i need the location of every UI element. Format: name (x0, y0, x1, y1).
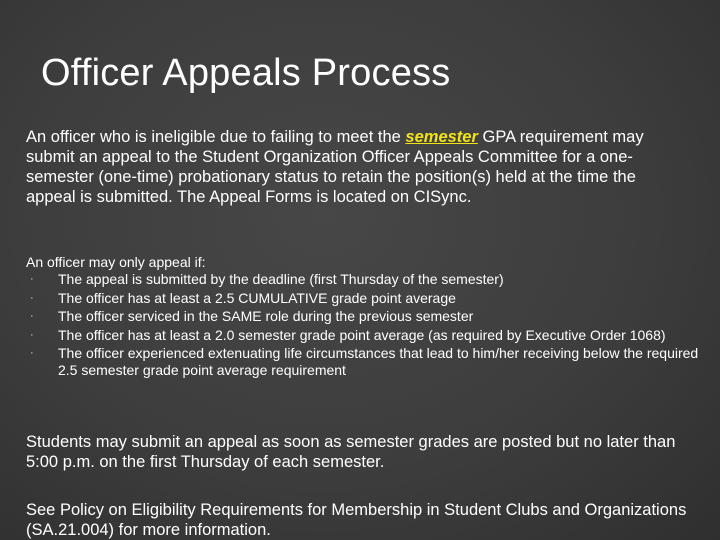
criteria-item (26, 345, 706, 379)
criteria-item (26, 327, 706, 344)
bullet-icon: · (30, 291, 34, 304)
criteria-item-text: The officer serviced in the SAME role during the previous semester (58, 308, 474, 324)
intro-text-after: GPA requirement may submit an appeal to the Student Organization Officer Appeals Committee for a one-semester (one-time) probationary status to retain the position(s) held at the time the appeal is submitted. The Appeal Forms is located on CISync. (26, 128, 644, 206)
criteria-item (26, 290, 706, 307)
deadline-paragraph: Students may submit an appeal as soon as semester grades are posted but no later than 5:00 p.m. on the first Thursday of each semester. (26, 433, 676, 471)
intro-text-before: An officer who is ineligible due to failing to meet the (26, 128, 406, 146)
criteria-item-text: The officer experienced extenuating life circumstances that lead to him/her receiving below the required 2.5 semester grade point average requirement (58, 345, 699, 378)
bullet-icon: · (30, 273, 34, 285)
appeal-criteria (26, 253, 706, 381)
criteria-intro: An officer may only appeal if: (26, 254, 206, 270)
slide-title: Officer Appeals Process (41, 52, 451, 94)
criteria-list (26, 271, 706, 379)
bullet-icon: · (30, 328, 34, 341)
policy-paragraph: See Policy on Eligibility Requirements for Membership in Student Clubs and Organizations (SA.21.004) for more information. (26, 501, 687, 539)
criteria-item-text: The officer has at least a 2.0 semester grade point average (as required by Executive Order 1068) (58, 326, 666, 343)
criteria-item (26, 271, 706, 288)
bullet-icon: · (30, 347, 34, 359)
semester-emphasis: semester (405, 128, 478, 146)
bullet-icon: · (30, 310, 34, 322)
criteria-item-text: The appeal is submitted by the deadline (first Thursday of the semester) (58, 271, 504, 287)
criteria-item-text: The officer has at least a 2.5 CUMULATIVE grade point average (58, 289, 456, 306)
criteria-item (26, 308, 706, 325)
intro-paragraph (26, 127, 676, 207)
